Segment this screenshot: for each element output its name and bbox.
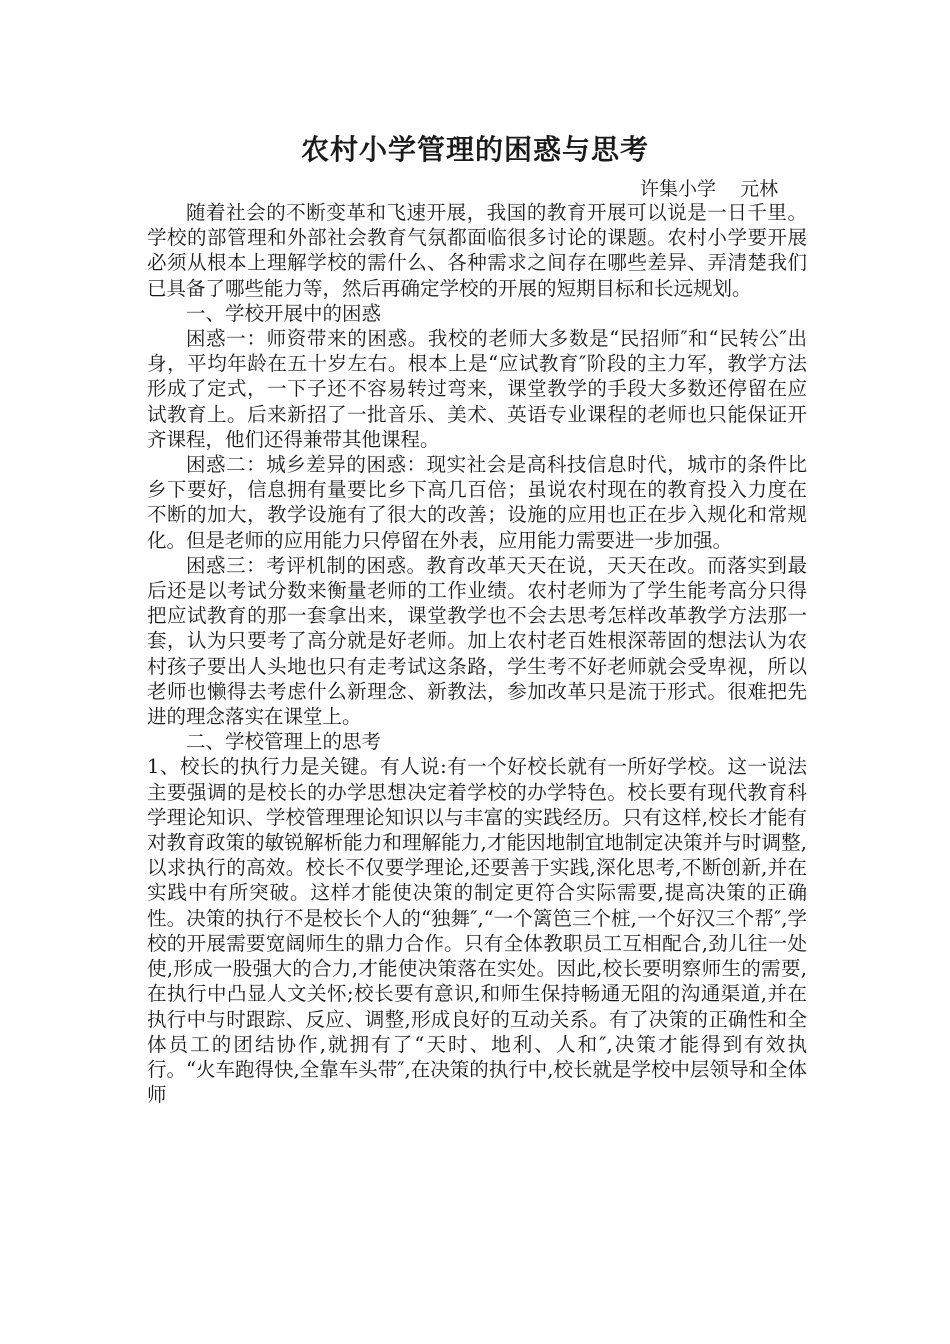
paragraph-confusion-1: 困惑一：师资带来的困惑。我校的老师大多数是“民招师″和“民转公″出身，平均年龄在五十岁左右。根本上是“应试教育″阶段的主力军，教学方法形成了定式，一下子还不容易转过弯来，课堂教学的手段大多数还停留在应试教育上。后来新招了一批音乐、美术、英语专业课程的老师也只能保证开齐课程，他们还得兼带其他课程。 xyxy=(147,327,807,451)
paragraph-intro: 随着社会的不断变革和飞速开展，我国的教育开展可以说是一日千里。学校的部管理和外部社会教育气氛都面临很多讨论的课题。农村小学要开展必须从根本上理解学校的需什么、各种需求之间存在哪些差异、弄清楚我们已具备了哪些能力等，然后再确定学校的开展的短期目标和长远规划。 xyxy=(147,201,807,300)
section-heading-1: 一、学校开展中的困惑 xyxy=(186,301,382,325)
author-line: 许集小学 元林 xyxy=(640,178,779,200)
section-heading-2: 二、学校管理上的思考 xyxy=(186,730,382,754)
paragraph-confusion-3: 困惑三：考评机制的困惑。教育改革天天在说，天天在改。而落实到最后还是以考试分数来衡量老师的工作业绩。农村老师为了学生能考高分只得把应试教育的那一套拿出来，课堂教学也不会去思考怎样改革教学方法那一套，认为只要考了高分就是好老师。加上农村老百姓根深蒂固的想法认为农村孩子要出人头地也只有走考试这条路，学生考不好老师就会受卑视，所以老师也懒得去考虑什么新理念、新教法，参加改革只是流于形式。很难把先进的理念落实在课堂上。 xyxy=(147,553,807,729)
paragraph-confusion-2: 困惑二：城乡差异的困惑：现实社会是高科技信息时代，城市的条件比乡下要好，信息拥有量要比乡下高几百倍；虽说农村现在的教育投入力度在不断的加大，教学设施有了很大的改善；设施的应用也正在步入规化和常规化。但是老师的应用能力只停留在外表，应用能力需要进一步加强。 xyxy=(147,453,807,552)
document-body xyxy=(147,200,807,1107)
paragraph-principal-execution: 1、校长的执行力是关键。有人说:有一个好校长就有一所好学校。这一说法主要强调的是校长的办学思想决定着学校的办学特色。校长要有现代教育科学理论知识、学校管理理论知识以与丰富的实践经历。只有这样,校长才能有对教育政策的敏锐解析能力和理解能力,才能因地制宜地制定决策并与时调整,以求执行的高效。校长不仅要学理论,还要善于实践,深化思考,不断创新,并在实践中有所突破。这样才能使决策的制定更符合实际需要,提高决策的正确性。决策的执行不是校长个人的“独舞″,“一个篱笆三个桩,一个好汉三个帮″,学校的开展需要宽阔师生的鼎力合作。只有全体教职员工互相配合,劲儿往一处使,形成一股强大的合力,才能使决策落在实处。因此,校长要明察师生的需要,在执行中凸显人文关怀;校长要有意识,和师生保持畅通无阻的沟通渠道,并在执行中与时跟踪、反应、调整,形成良好的互动关系。有了决策的正确性和全体员工的团结协作,就拥有了“天时、地利、人和″,决策才能得到有效执行。“火车跑得快,全靠车头带″,在决策的执行中,校长就是学校中层领导和全体师 xyxy=(147,755,807,1107)
document-title: 农村小学管理的困惑与思考 xyxy=(300,133,649,166)
